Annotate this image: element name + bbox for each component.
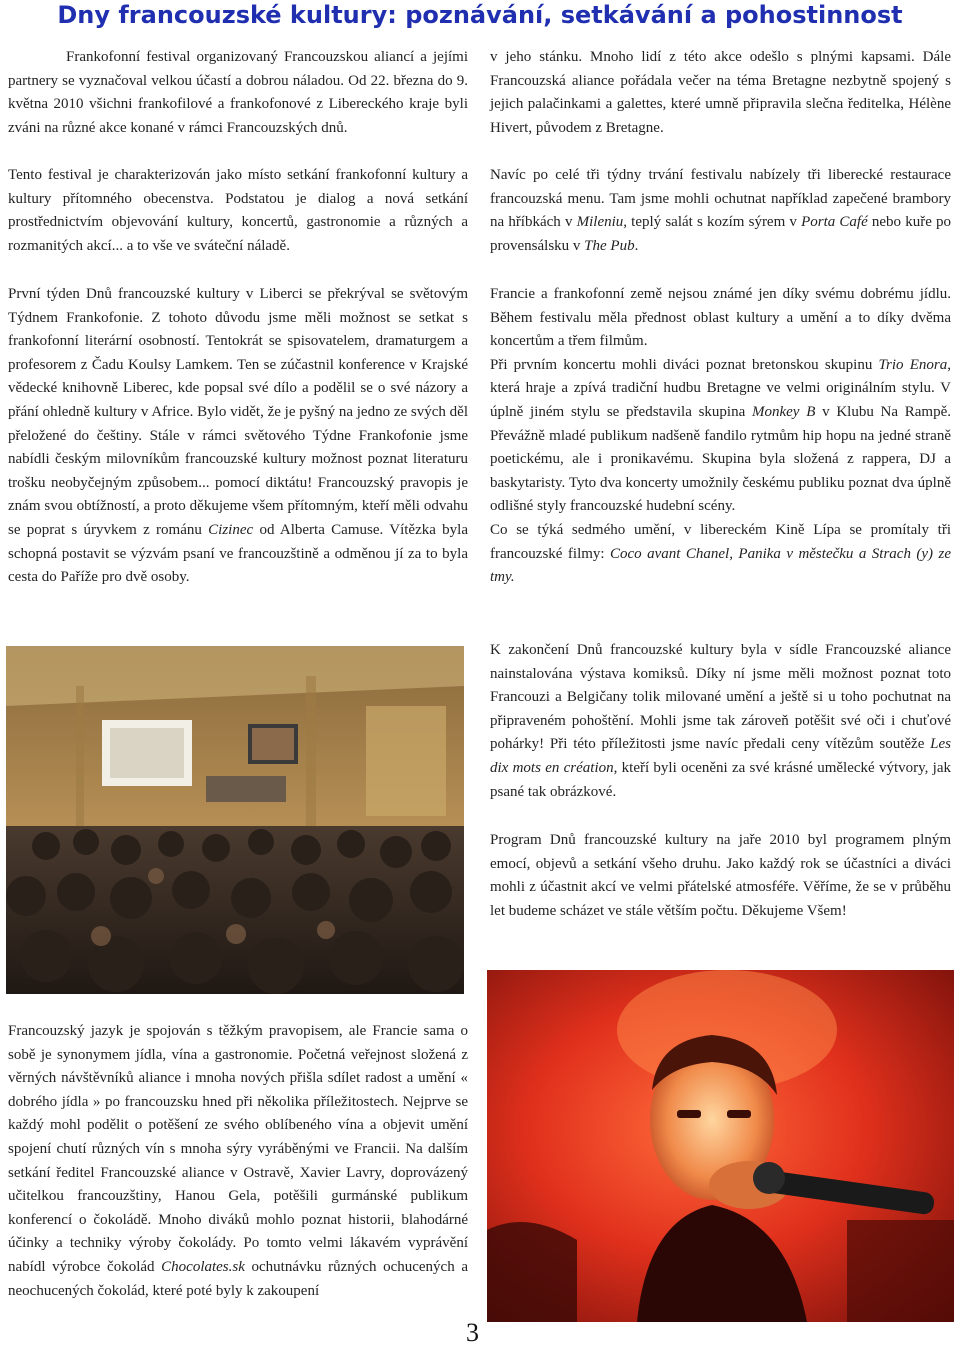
right-paragraph-5: Program Dnů francouzské kultury na jaře 2010 byl programem plným emocí, objevů a setkání všeho druhu. Jako každý rok se účastníci a diváci mohli z účastnit akcí ve velmi přátelské atmosféře. Věříme, že se v průběhu let budeme scházet ve stále větším počtu. Děkujeme Všem! [490,832,951,919]
chocolate-maker-name: Chocolates.sk [161,1258,245,1275]
band-name: Trio Enora [878,356,948,373]
contest-name: Les dix mots en création, [490,736,951,776]
left-paragraph-3: První týden Dnů francouzské kultury v Liberci se překrýval se světovým Týdnem Frankofonie. Z tohoto důvodu jsme měli možnost se setkat s frankofonní literární osobností. Tentokrát se spisovatelem, dramaturgem a profesorem z Čadu Koulsy Lamkem. Ten se zúčastnil konference v Krajské vědecké knihovně Liberec, kde popsal své dílo a podělil se o své názory a přání ohledně kultury v Africe. Bylo vidět, že je pyšný na jedno ze svých děl přeložené do češtiny. Stále v rámci světového Týdne Frankofonie jsme nabídli českým milovníkům francouzské kultury možnost poznat literaturu trošku neobyčejným způsobem... pomocí diktátu! Francouzský pravopis je znám svou obtížností, a proto děkujeme všem přítomným, kteří měli odvahu se poprat s úryvkem z románu Cizinec od Alberta Camuse. Vítězka byla schopná postavit se výzvám psaní ve francouzštině a odměnou jí za to byla cesta do Paříže pro dvě osoby. [8,286,468,586]
band-name: Monkey B [752,403,816,420]
left-paragraph-1: Frankofonní festival organizovaný Francouzskou aliancí a jejími partnery se vyznačoval velkou účastí a dobrou náladou. Od 22. března do 9. května 2010 všichni frankofilové a frankofonové z Libereckého kraje byli zváni na různé akce konané v rámci Francouzských dnů. [8,49,468,136]
restaurant-name: Porta Café [801,214,868,231]
concert-rapper-photo [487,970,954,1322]
right-paragraph-3: Francie a frankofonní země nejsou známé jen díky svému dobrému jídlu. Během festivalu měla přednost oblast kultury a umění a to díky dvěma koncertům a třem filmům. Při prvním koncertu mohli diváci poznat bretonskou skupinu Trio Enora, která hraje a zpívá tradiční hudbu Bretagne ve velmi originálním stylu. V úplně jiném stylu se představila skupina Monkey B v Klubu Na Rampě. Převážně mladé publikum nadšeně fandilo rytmům hip hopu na jedné straně poetickému, ale i pronikavému. Skupina byla složená z rappera, DJ a baskytaristy. Tyto dva koncerty umožnily českému publiku poznat dva úplně odlišné styly francouzské hudební scény. Co se týká sedmého umění, v libereckém Kině Lípa se promítaly tři francouzské filmy: Coco avant Chanel, Panika v městečku a Strach (y) ze tmy. [490,286,951,586]
page-number: 3 [466,1318,479,1347]
novel-title: Cizinec [208,521,254,538]
right-paragraph-4: K zakončení Dnů francouzské kultury byla v sídle Francouzské aliance nainstalována výstava komiksů. Díky ní jsme měli možnost poznat toto Francouzi a Belgičany tolik milované umění a ještě si u toho pochutnat na připraveném pohoštění. Mohli jsme tak zároveň potěšit své oči i chuťové pohárky! Při této příležitosti jsme navíc předali ceny vítězům soutěže Les dix mots en création, kteří byli oceněni za své krásné umělecké výtvory, jak psané tak obrázkové. [490,642,952,800]
film-titles: Coco avant Chanel, Panika v městečku a Strach (y) ze tmy. [490,545,951,586]
conference-photo [6,646,464,994]
right-paragraph-2: Navíc po celé tři týdny trvání festivalu nabízely tři liberecké restaurace francouzská menu. Tam jsme mohli ochutnat například zapečené brambory na hříbkách v Mileniu, teplý salát s kozím sýrem v Porta Café nebo kuře po provensálsku v The Pub. [490,167,952,254]
right-paragraph-1: v jeho stánku. Mnoho lidí z této akce odešlo s plnými kapsami. Dále Francouzská aliance pořádala večer na téma Bretagne nezbytně spojený s jejich palačinkami a galettes, které umně připravila slečna ředitelka, Hélène Hivert, původem z Bretagne. [490,49,951,136]
left-paragraph-4: Francouzský jazyk je spojován s těžkým pravopisem, ale Francie sama o sobě je synonymem jídla, vína a gastronomie. Početná veřejnost složená z věrných návštěvníků aliance i mnoha nových přišla sdílet radost a umění « dobrého jídla » po francouzsku hned při několika příležitostech. Nejprve se každý mohl podělit o potěšení ze svého oblíbeného vína a objevit umění spojení chutí různých vín s mnoha sýry vyráběnými ve Francii. Na dalším setkání ředitel Francouzské aliance v Ostravě, Xavier Lavry, doprovázený učitelkou francouzštiny, Hanou Gela, potěšili gurmánské publikum konferencí o čokoládě. Mnoho diváků mohlo poznat historii, blahodárné účinky a techniky výroby čokolády. Po tomto velmi lákavém vyprávění nabídl výrobce čokolád Chocolates.sk ochutnávku různých ochucených a neochucených čokolád, které poté byly k zakoupení [8,1023,468,1299]
page-title: Dny francouzské kultury: poznávání, setkávání a pohostinnost [57,1,903,29]
restaurant-name: Mileniu [576,214,624,231]
restaurant-name: The Pub [584,237,635,254]
left-paragraph-2: Tento festival je charakterizován jako místo setkání frankofonní kultury a kultury přítomného obecenstva. Podstatou je dialog a nová setkání prostřednictvím objevování kultury, koncertů, gastronomie a různých a rozmanitých akcí... a to vše ve sváteční náladě. [8,167,468,254]
